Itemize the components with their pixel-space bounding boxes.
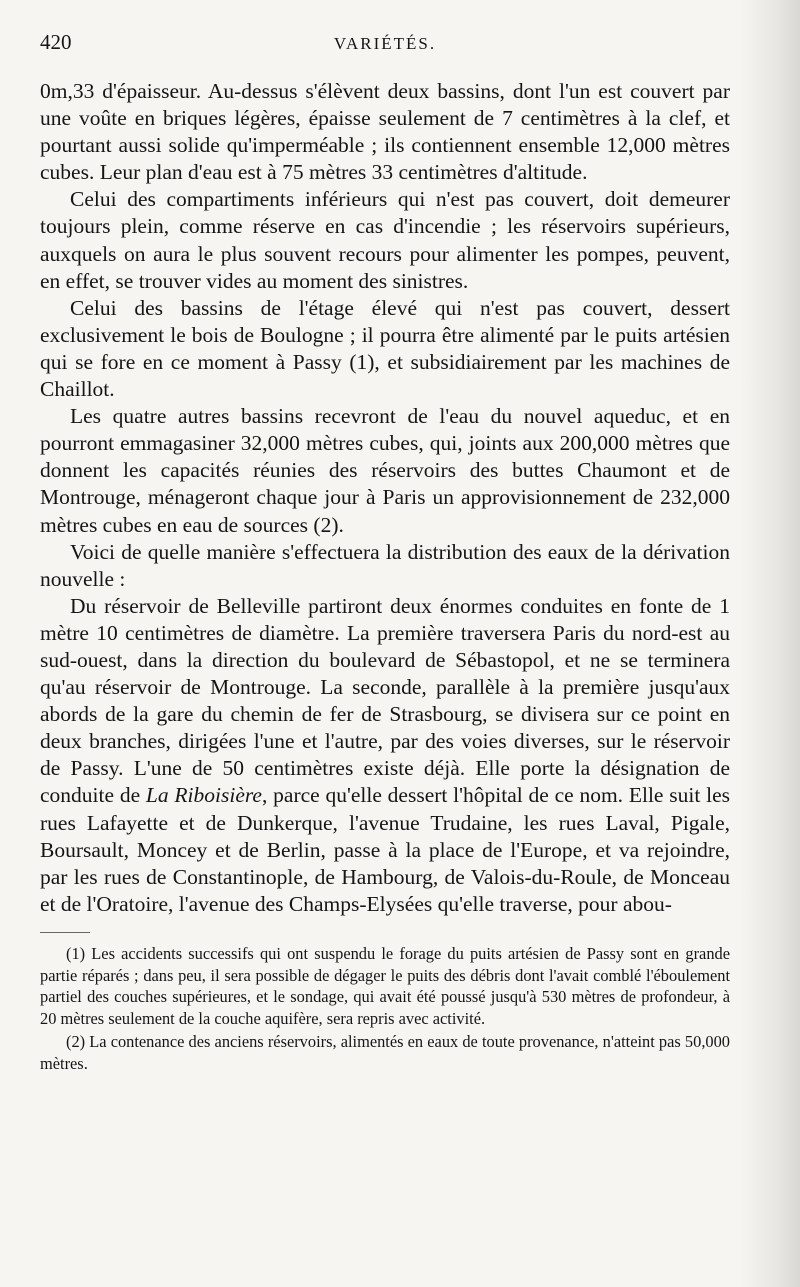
paragraph-1: 0m,33 d'épaisseur. Au-dessus s'élèvent deux bassins, dont l'un est couvert par une voûte en briques légères, épaisse seulement de 7 centimètres à la clef, et pourtant aussi solide qu'imperméable ; ils contiennent ensemble 12,000 mètres cubes. Leur plan d'eau est à 75 mètres 33 centimètres d'altitude.	[40, 79, 730, 185]
running-title: VARIÉTÉS.	[333, 34, 437, 53]
main-text	[40, 78, 730, 918]
paragraph-6-part-2: , parce qu'elle dessert l'hôpital de ce nom. Elle suit les rues Lafayette et de Dunkerque, l'avenue Trudaine, les rues Laval, Pigale, Boursault, Moncey et de Berlin, passe à la place de l'Europe, et va rejoindre, par les rues de Constantinople, de Hambourg, de Valois-du-Roule, de Monceau et de l'Oratoire, l'avenue des Champs-Elysées qu'elle traverse, pour abou-	[40, 783, 730, 916]
scan-edge-shadow	[740, 0, 800, 1287]
footnotes	[40, 943, 730, 1075]
footnote-rule	[40, 932, 90, 933]
paragraph-2: Celui des compartiments inférieurs qui n'est pas couvert, doit demeurer toujours plein, comme réserve en cas d'incendie ; les réservoirs supérieurs, auxquels on aura le plus souvent recours pour alimenter les pompes, peuvent, en effet, se trouver vides au moment des sinistres.	[40, 187, 730, 293]
footnote-1: (1) Les accidents successifs qui ont suspendu le forage du puits artésien de Passy sont en grande partie réparés ; dans peu, il sera possible de dégager le puits des débris dont l'avait comblé l'éboulement partiel des couches supérieures, et le sondage, qui avait été poussé jusqu'à 530 mètres de profondeur, à 20 mètres seulement de la couche aquifère, sera repris avec activité.	[40, 943, 730, 1028]
page-header	[40, 30, 730, 70]
paragraph-3: Celui des bassins de l'étage élevé qui n'est pas couvert, dessert exclusivement le bois de Boulogne ; il pourra être alimenté par le puits artésien qui se fore en ce moment à Passy (1), et subsidiairement par les machines de Chaillot.	[40, 295, 730, 402]
paragraph-4: Les quatre autres bassins recevront de l'eau du nouvel aqueduc, et en pourront emmagasiner 32,000 mètres cubes, qui, joints aux 200,000 mètres que donnent les capacités réunies des réservoirs des buttes Chaumont et de Montrouge, ménageront chaque jour à Paris un approvisionnement de 232,000 mètres cubes en eau de sources (2).	[40, 404, 730, 537]
paragraph-6	[40, 593, 730, 918]
footnote-2: (2) La contenance des anciens réservoirs, alimentés en eaux de toute provenance, n'atteint pas 50,000 mètres.	[40, 1032, 730, 1073]
page-number: 420	[40, 30, 72, 54]
paragraph-6-part-1: Du réservoir de Belleville partiront deux énormes conduites en fonte de 1 mètre 10 centimètres de diamètre. La première traversera Paris du nord-est au sud-ouest, dans la direction du boulevard de Sébastopol, et ne se terminera qu'au réservoir de Montrouge. La seconde, parallèle à la première jusqu'aux abords de la gare du chemin de fer de Strasbourg, se divisera sur ce point en deux branches, dirigées l'une et l'autre, par des voies diverses, sur le réservoir de Passy. L'une de 50 centimètres existe déjà. Elle porte la désignation de conduite de	[40, 593, 730, 808]
paragraph-5: Voici de quelle manière s'effectuera la distribution des eaux de la dérivation nouvelle :	[40, 539, 730, 591]
paragraph-6-italic-name: La Riboisière	[145, 783, 262, 808]
